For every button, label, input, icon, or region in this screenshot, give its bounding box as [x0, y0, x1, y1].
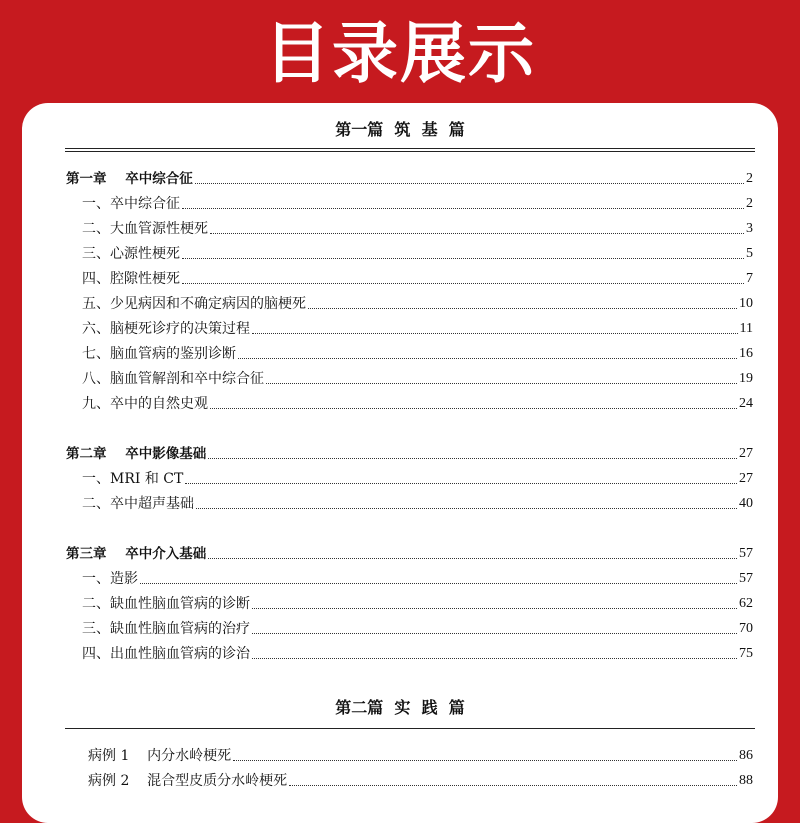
- toc-section[interactable]: [82, 266, 753, 288]
- toc-case-label: 病例 1 内分水岭梗死: [88, 748, 232, 764]
- dot-leader: [233, 760, 737, 761]
- toc-page-number: 2: [746, 196, 753, 211]
- toc-chapter-2[interactable]: [66, 441, 753, 463]
- banner-title: 目录展示: [264, 15, 536, 92]
- toc-section[interactable]: [82, 291, 753, 313]
- toc-section-label: 三、缺血性脑血管病的治疗: [82, 621, 250, 637]
- dot-leader: [238, 358, 737, 359]
- toc-page-number: 10: [739, 296, 753, 311]
- toc-section-label: 一、卒中综合征: [82, 196, 180, 212]
- toc-section-label: 一、造影: [82, 571, 138, 587]
- toc-section[interactable]: [82, 391, 753, 413]
- toc-page-number: 62: [739, 596, 753, 611]
- dot-leader: [252, 633, 737, 634]
- toc-page-number: 16: [739, 346, 753, 361]
- toc-page-number: 7: [746, 271, 753, 286]
- toc-chapter-3[interactable]: [66, 541, 753, 563]
- dot-leader: [208, 558, 737, 559]
- toc-section[interactable]: [82, 216, 753, 238]
- toc-section[interactable]: [82, 191, 753, 213]
- dot-leader: [185, 483, 737, 484]
- toc-section[interactable]: [82, 241, 753, 263]
- toc-section[interactable]: [82, 366, 753, 388]
- toc-page-number: 2: [746, 171, 753, 186]
- toc-section-label: 一、MRI 和 CT: [82, 471, 184, 487]
- toc-page-number: 40: [739, 496, 753, 511]
- dot-leader: [195, 183, 744, 184]
- part-1-divider: [65, 148, 755, 152]
- toc-case[interactable]: [88, 768, 753, 790]
- toc-section-label: 五、少见病因和不确定病因的脑梗死: [82, 296, 306, 312]
- dot-leader: [196, 508, 737, 509]
- toc-section[interactable]: [82, 466, 753, 488]
- toc-page-number: 57: [739, 546, 753, 561]
- toc-page-number: 70: [739, 621, 753, 636]
- dot-leader: [252, 333, 738, 334]
- toc-section-label: 七、脑血管病的鉴别诊断: [82, 346, 236, 362]
- dot-leader: [289, 785, 737, 786]
- toc-section-label: 六、脑梗死诊疗的决策过程: [82, 321, 250, 337]
- toc-page-number: 3: [746, 221, 753, 236]
- toc-section[interactable]: [82, 316, 753, 338]
- dot-leader: [252, 608, 737, 609]
- toc-section[interactable]: [82, 616, 753, 638]
- toc-section-label: 四、腔隙性梗死: [82, 271, 180, 287]
- toc-page-number: 57: [739, 571, 753, 586]
- dot-leader: [182, 258, 744, 259]
- toc-section-label: 二、卒中超声基础: [82, 496, 194, 512]
- toc-page-number: 88: [739, 773, 753, 788]
- part-2-divider: [65, 728, 755, 729]
- part-title-1: 第一篇 筑 基 篇: [335, 120, 465, 139]
- toc-section[interactable]: [82, 491, 753, 513]
- toc-page-number: 24: [739, 396, 753, 411]
- toc-section[interactable]: [82, 566, 753, 588]
- toc-section[interactable]: [82, 591, 753, 613]
- toc-section[interactable]: [82, 641, 753, 663]
- dot-leader: [208, 458, 737, 459]
- toc-page-number: 11: [739, 321, 753, 336]
- dot-leader: [210, 233, 744, 234]
- toc-section-label: 八、脑血管解剖和卒中综合征: [82, 371, 264, 387]
- toc-chapter-label: 第二章 卒中影像基础: [66, 446, 207, 462]
- dot-leader: [308, 308, 737, 309]
- toc-section-label: 二、大血管源性梗死: [82, 221, 208, 237]
- toc-page-number: 19: [739, 371, 753, 386]
- dot-leader: [252, 658, 737, 659]
- toc-section-label: 四、出血性脑血管病的诊治: [82, 646, 250, 662]
- toc-case-label: 病例 2 混合型皮质分水岭梗死: [88, 773, 288, 789]
- dot-leader: [182, 208, 744, 209]
- toc-section-label: 二、缺血性脑血管病的诊断: [82, 596, 250, 612]
- toc-page-number: 27: [739, 471, 753, 486]
- toc-page-number: 27: [739, 446, 753, 461]
- toc-page-number: 75: [739, 646, 753, 661]
- toc-section-label: 九、卒中的自然史观: [82, 396, 208, 412]
- part-title-2: 第二篇 实 践 篇: [335, 698, 465, 717]
- toc-chapter-label: 第一章 卒中综合征: [66, 171, 193, 187]
- toc-page-number: 86: [739, 748, 753, 763]
- toc-page-number: 5: [746, 246, 753, 261]
- toc-section[interactable]: [82, 341, 753, 363]
- dot-leader: [182, 283, 744, 284]
- toc-section-label: 三、心源性梗死: [82, 246, 180, 262]
- toc-page: [22, 103, 778, 823]
- dot-leader: [210, 408, 737, 409]
- toc-chapter-label: 第三章 卒中介入基础: [66, 546, 207, 562]
- toc-case[interactable]: [88, 743, 753, 765]
- toc-chapter-1[interactable]: [66, 166, 753, 188]
- dot-leader: [266, 383, 737, 384]
- dot-leader: [140, 583, 737, 584]
